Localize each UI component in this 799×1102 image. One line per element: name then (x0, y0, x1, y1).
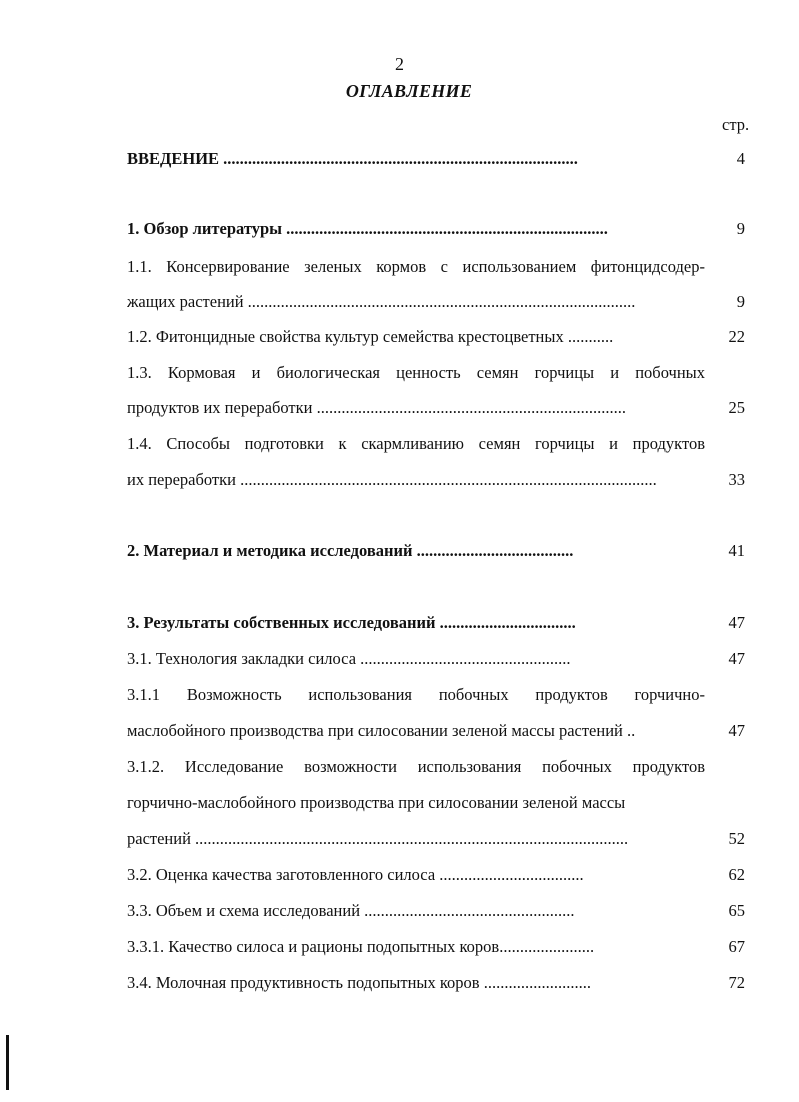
toc-line-3-3: 3.3. Объем и схема исследований ................................................... (127, 901, 575, 920)
toc-line-1-4-cont: их переработки ..................................................................................................... (127, 470, 657, 489)
toc-page-3-1: 47 (728, 649, 745, 668)
toc-page-chapter-1: 9 (736, 219, 745, 238)
toc-page-1-4: 33 (728, 470, 745, 489)
toc-line-3-2: 3.2. Оценка качества заготовленного силоса ................................... (127, 865, 584, 884)
toc-page-introduction: 4 (736, 149, 745, 168)
toc-line-3-1-1-cont: маслобойного производства при силосовании зеленой массы растений .. (127, 721, 636, 740)
toc-line-1-2: 1.2. Фитонцидные свойства культур семейства крестоцветных ........... (127, 327, 614, 346)
page-number: 2 (395, 54, 404, 74)
toc-line-3-1: 3.1. Технология закладки силоса ................................................... (127, 649, 571, 668)
toc-line-3-1-2: 3.1.2. Исследование возможности использования побочных продуктов (127, 757, 705, 776)
toc-line-3-1-2-cont: горчично-маслобойного производства при силосовании зеленой массы (127, 793, 626, 812)
toc-line-1-4: 1.4. Способы подготовки к скармливанию семян горчицы и продуктов (127, 434, 705, 453)
toc-page-3-3: 65 (728, 901, 745, 920)
pages-column-label: стр. (722, 115, 750, 134)
toc-line-1-1-cont: жащих растений .............................................................................................. (127, 292, 636, 311)
toc-page-3-1-1: 47 (728, 721, 745, 740)
scan-edge-mark (6, 1035, 9, 1090)
toc-line-1-1: 1.1. Консервирование зеленых кормов с использованием фитонцидсодер- (127, 257, 705, 276)
toc-page-3-1-2: 52 (728, 829, 745, 848)
toc-page-chapter-3: 47 (728, 613, 745, 632)
toc-line-chapter-2: 2. Материал и методика исследований ...................................... (127, 541, 574, 560)
toc-page-1-1: 9 (736, 292, 745, 311)
toc-page-3-2: 62 (728, 865, 745, 884)
toc-line-introduction: ВВЕДЕНИЕ ...................................................................................... (127, 149, 578, 168)
toc-line-3-1-1: 3.1.1 Возможность использования побочных продуктов горчично- (127, 685, 705, 704)
toc-line-chapter-1: 1. Обзор литературы .............................................................................. (127, 219, 608, 238)
toc-page-3-3-1: 67 (728, 937, 745, 956)
toc-page-chapter-2: 41 (728, 541, 745, 560)
toc-line-chapter-3: 3. Результаты собственных исследований ................................. (127, 613, 576, 632)
toc-page-1-3: 25 (728, 398, 745, 417)
toc-line-1-3: 1.3. Кормовая и биологическая ценность семян горчицы и побочных (127, 363, 705, 382)
toc-page-3-4: 72 (728, 973, 745, 992)
toc-line-1-3-cont: продуктов их переработки ........................................................................... (127, 398, 626, 417)
toc-line-3-3-1: 3.3.1. Качество силоса и рационы подопытных коров....................... (127, 937, 595, 956)
toc-line-3-1-2-cont2: растений ......................................................................................................... (127, 829, 629, 848)
toc-page-1-2: 22 (728, 327, 745, 346)
toc-title: ОГЛАВЛЕНИЕ (345, 81, 473, 101)
toc-line-3-4: 3.4. Молочная продуктивность подопытных коров .......................... (127, 973, 591, 992)
